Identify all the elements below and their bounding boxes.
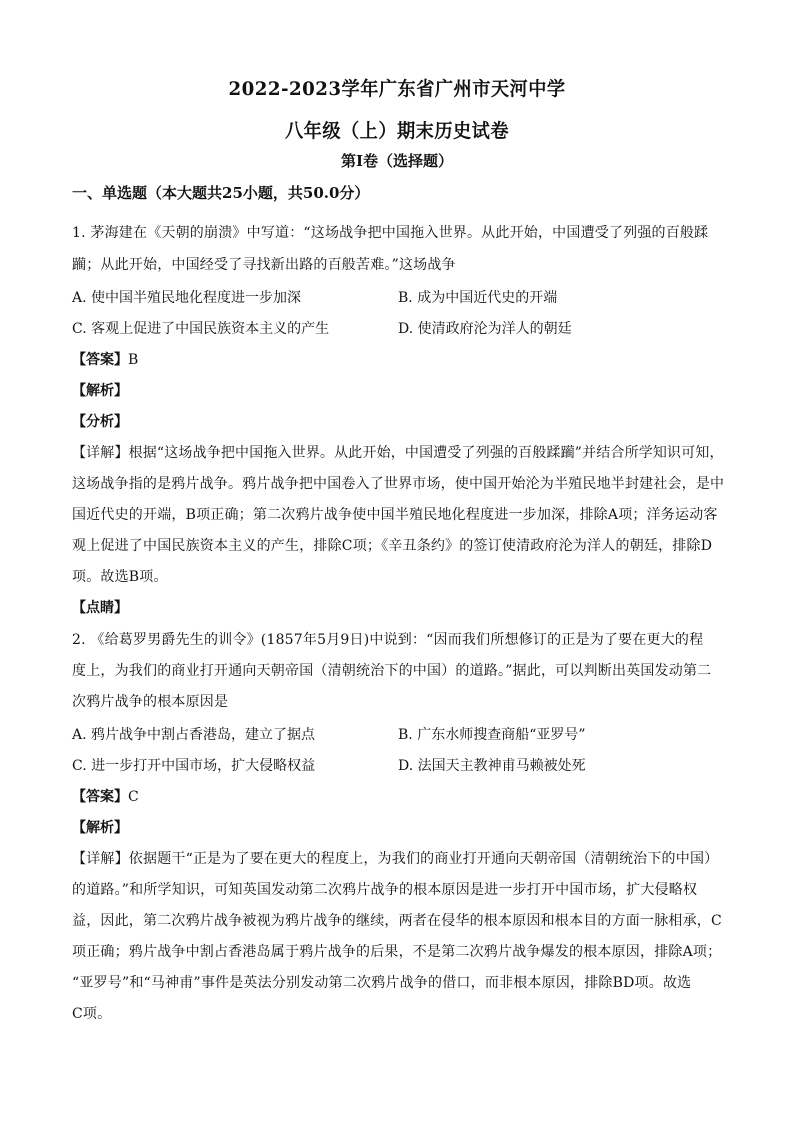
q1-option-a: A. 使中国半殖民地化程度进一步加深 bbox=[72, 290, 302, 306]
q1-detail-line1: 【详解】根据“这场战争把中国拖入世界。从此开始，中国遭受了列强的百般蹂躏”并结合所学知识可知， bbox=[72, 445, 724, 461]
q2-detail-line5: “亚罗号”和“马神甫”事件是英法分别发动第二次鸦片战争的借口，而非根本原因，排除BD项。故选 bbox=[72, 975, 692, 991]
exam-title-line1: 2022-2023学年广东省广州市天河中学 bbox=[228, 78, 566, 100]
q1-option-c: C. 客观上促进了中国民族资本主义的产生 bbox=[72, 321, 330, 337]
q1-answer bbox=[72, 349, 138, 369]
q2-detail-line6: C项。 bbox=[72, 1006, 112, 1022]
q1-stem-line2: 躏；从此开始，中国经受了寻找新出路的百般苦难。”这场战争 bbox=[72, 257, 456, 273]
q1-option-d: D. 使清政府沦为洋人的朝廷 bbox=[398, 321, 572, 337]
part-heading: 第Ⅰ卷（选择题） bbox=[340, 152, 454, 170]
q1-detail-line2: 这场战争指的是鸦片战争。鸦片战争把中国卷入了世界市场，使中国开始沦为半殖民地半封建社会，是中 bbox=[72, 476, 725, 492]
q2-detail-line1: 【详解】依据题干“正是为了要在更大的程度上，为我们的商业打开通向天朝帝国（清朝统治下的中国） bbox=[72, 851, 719, 867]
section-heading: 一、单选题（本大题共25小题，共50.0分） bbox=[72, 184, 370, 202]
q1-stem-line1: 1. 茅海建在《天朝的崩溃》中写道：“这场战争把中国拖入世界。从此开始，中国遭受了列强的百般蹂 bbox=[72, 225, 709, 241]
answer-label: 【答案】 bbox=[72, 789, 128, 805]
q2-analysis-label: 【解析】 bbox=[72, 820, 128, 836]
q2-stem-line2: 度上，为我们的商业打开通向天朝帝国（清朝统治下的中国）的道路。”据此，可以判断出英国发动第二 bbox=[72, 663, 712, 679]
q2-option-b: B. 广东水师搜查商船“亚罗号” bbox=[398, 727, 586, 743]
q2-stem-line3: 次鸦片战争的根本原因是 bbox=[72, 694, 229, 710]
q2-detail-line3: 益，因此，第二次鸦片战争被视为鸦片战争的继续，两者在侵华的根本原因和根本目的方面一脉相承，C bbox=[72, 913, 722, 929]
answer-label: 【答案】 bbox=[72, 352, 128, 368]
exam-title-line2: 八年级（上）期末历史试卷 bbox=[284, 120, 509, 142]
q1-option-b: B. 成为中国近代史的开端 bbox=[398, 290, 558, 306]
q1-analysis-label: 【解析】 bbox=[72, 383, 128, 399]
q2-answer bbox=[72, 786, 139, 806]
q1-dianjing-label: 【点睛】 bbox=[72, 600, 128, 616]
answer-value: B bbox=[128, 352, 139, 368]
q2-option-c: C. 进一步打开中国市场，扩大侵略权益 bbox=[72, 758, 316, 774]
q2-detail-line4: 项正确；鸦片战争中割占香港岛属于鸦片战争的后果，不是第二次鸦片战争爆发的根本原因，排除A项； bbox=[72, 944, 722, 960]
q1-detail-line5: 项。故选B项。 bbox=[72, 569, 168, 585]
q2-detail-line2: 的道路。”和所学知识，可知英国发动第二次鸦片战争的根本原因是进一步打开中国市场，扩大侵略权 bbox=[72, 882, 698, 898]
q1-detail-line3: 国近代史的开端，B项正确；第二次鸦片战争使中国半殖民地化程度进一步加深，排除A项；洋务运动客 bbox=[72, 507, 718, 523]
q1-detail-line4: 观上促进了中国民族资本主义的产生，排除C项；《辛丑条约》的签订使清政府沦为洋人的朝廷，排除D bbox=[72, 538, 713, 554]
q2-option-d: D. 法国天主教神甫马赖被处死 bbox=[398, 758, 586, 774]
q1-fenxi-label: 【分析】 bbox=[72, 414, 128, 430]
answer-value: C bbox=[128, 789, 139, 805]
q2-option-a: A. 鸦片战争中割占香港岛，建立了据点 bbox=[72, 727, 316, 743]
q2-stem-line1: 2. 《给葛罗男爵先生的训令》(1857年5月9日)中说到：“因而我们所想修订的正是为了要在更大的程 bbox=[72, 632, 704, 648]
